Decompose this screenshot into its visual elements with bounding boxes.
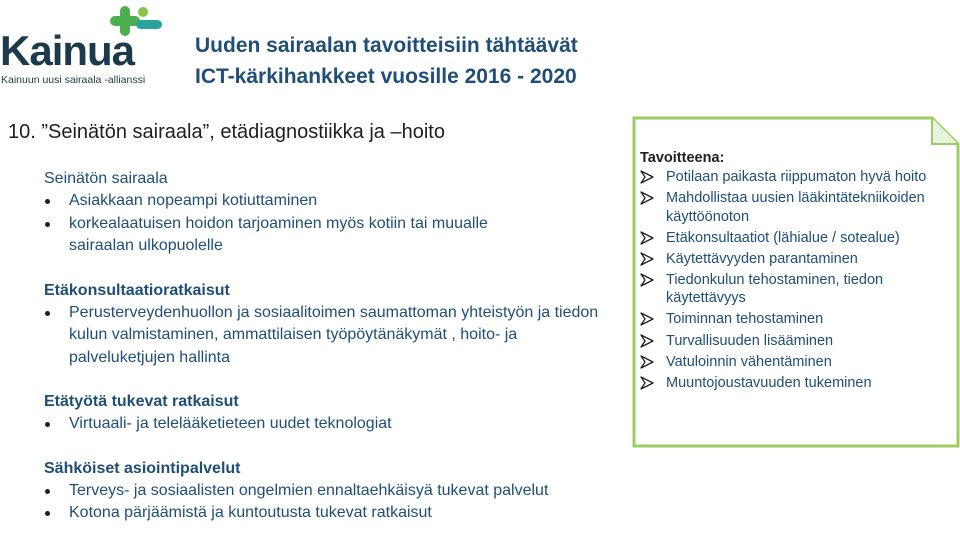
arrowhead-bullet-icon xyxy=(640,355,654,369)
goal-item: Tiedonkulun tehostaminen, tiedon käytettävyys xyxy=(640,271,940,308)
arrowhead-bullet-icon xyxy=(640,334,654,348)
list-item: Terveys- ja sosiaalisten ongelmien ennaltaehkäisyä tukevat palvelut xyxy=(44,480,629,503)
goal-item: Käytettävyyden parantaminen xyxy=(640,250,940,269)
goal-item: Mahdollistaa uusien lääkintätekniikoiden käyttöönoton xyxy=(640,189,940,226)
goal-item: Potilaan paikasta riippumaton hyvä hoito xyxy=(640,168,940,187)
page-title xyxy=(195,30,578,92)
group-title: Etäkonsultaatioratkaisut xyxy=(44,281,230,299)
arrowhead-bullet-icon xyxy=(640,273,654,287)
goals-list xyxy=(640,168,940,392)
kainua-logo xyxy=(0,2,175,92)
group-etatyo xyxy=(44,391,629,436)
logo-subtitle: Kainuun uusi sairaala -allianssi xyxy=(1,74,146,86)
group-title: Etätyötä tukevat ratkaisut xyxy=(44,393,239,410)
arrowhead-bullet-icon xyxy=(640,312,654,326)
list-item: Perusterveydenhuollon ja sosiaalitoimen saumattoman yhteistyön ja tiedon kulun valmistaminen, ammattilaisen työpöytänäkymät , hoito- ja palveluketjujen hallinta xyxy=(44,302,604,370)
bullet-list xyxy=(44,413,629,436)
list-item: Virtuaali- ja telelääketieteen uudet teknologiat xyxy=(44,413,629,436)
left-content xyxy=(44,168,629,525)
bullet-icon xyxy=(45,222,50,227)
bullet-icon xyxy=(45,422,50,427)
arrowhead-bullet-icon xyxy=(640,376,654,390)
group-sahkoiset-asiointipalvelut xyxy=(44,458,629,525)
bullet-list xyxy=(44,302,629,370)
group-seinaton-sairaala xyxy=(44,168,629,258)
goal-item: Turvallisuuden lisääminen xyxy=(640,332,940,351)
goal-item: Toiminnan tehostaminen xyxy=(640,310,940,329)
arrowhead-bullet-icon xyxy=(640,191,654,205)
bullet-icon xyxy=(45,199,50,204)
arrowhead-bullet-icon xyxy=(640,231,654,245)
bullet-list xyxy=(44,190,629,258)
group-title: Seinätön sairaala xyxy=(44,170,168,187)
goals-content xyxy=(640,148,940,395)
title-line-1: Uuden sairaalan tavoitteisiin tähtäävät xyxy=(195,34,578,57)
goal-item: Etäkonsultaatiot (lähialue / sotealue) xyxy=(640,229,940,248)
goal-item: Muuntojoustavuuden tukeminen xyxy=(640,374,940,393)
goal-item: Vatuloinnin vähentäminen xyxy=(640,353,940,372)
bullet-icon xyxy=(45,311,50,316)
bullet-list xyxy=(44,480,629,525)
goals-title: Tavoitteena: xyxy=(640,150,725,166)
list-item: Kotona pärjäämistä ja kuntoutusta tukevat ratkaisut xyxy=(44,502,629,525)
arrowhead-bullet-icon xyxy=(640,170,654,184)
list-item: Asiakkaan nopeampi kotiuttaminen xyxy=(44,190,629,213)
bullet-icon xyxy=(45,489,50,494)
group-etakonsultaatio xyxy=(44,280,629,370)
list-item: korkealaatuisen hoidon tarjoaminen myös kotiin tai muualle sairaalan ulkopuolelle xyxy=(44,213,549,258)
group-title: Sähköiset asiointipalvelut xyxy=(44,459,241,477)
section-heading: 10. ”Seinätön sairaala”, etädiagnostiikka ja –hoito xyxy=(8,121,445,143)
arrowhead-bullet-icon xyxy=(640,252,654,266)
logo-wordmark: Kainua xyxy=(0,27,135,74)
bullet-icon xyxy=(45,511,50,516)
title-line-2: ICT-kärkihankkeet vuosille 2016 - 2020 xyxy=(195,65,577,88)
